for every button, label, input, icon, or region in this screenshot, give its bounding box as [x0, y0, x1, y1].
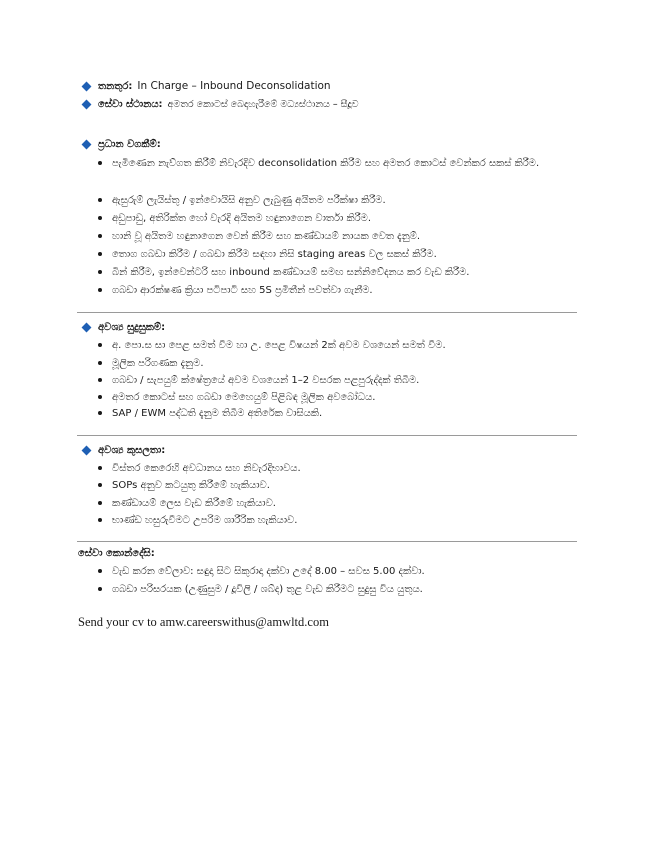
section-divider — [77, 541, 577, 542]
section-divider — [77, 312, 577, 313]
diamond-bullet-icon — [82, 81, 92, 91]
bullet-dot-icon — [98, 288, 102, 292]
list-item: විස්තර කෙරෙහි අවධානය සහ නිවැරදිභාවය. — [98, 461, 582, 477]
section-divider — [77, 435, 577, 436]
bullet-dot-icon — [98, 234, 102, 238]
list-item: මූලික පරිගණක දැනුම. — [98, 356, 582, 372]
list-item: SOPs අනුව කටයුතු කිරීමේ හැකියාව. — [98, 478, 582, 494]
bullet-dot-icon — [98, 343, 102, 347]
bullet-dot-icon — [98, 411, 102, 415]
responsibilities-heading: ප්‍රධාන වගකීම්: — [83, 139, 161, 150]
position-value: In Charge – Inbound Deconsolidation — [137, 80, 331, 92]
location-row — [83, 99, 359, 110]
location-label: සේවා ස්ථානය: — [98, 99, 163, 110]
bullet-dot-icon — [98, 395, 102, 399]
bullet-dot-icon — [98, 161, 102, 165]
diamond-bullet-icon — [82, 446, 92, 456]
diamond-bullet-icon — [82, 100, 92, 110]
bullet-dot-icon — [98, 216, 102, 220]
list-item: භාණ්ඩ හසුරුවීමට උපරිම ශාරීරික හැකියාව. — [98, 513, 582, 529]
list-item: කණ්ඩායම් ලෙස වැඩ කිරීමේ හැකියාව. — [98, 496, 582, 512]
qualifications-heading: අවශ්‍ය සුදුසුකම්: — [83, 322, 165, 333]
skills-heading: අවශ්‍ය කුසලතා: — [83, 445, 165, 456]
diamond-bullet-icon — [82, 323, 92, 333]
position-label: තනතුර: — [98, 80, 133, 92]
bullet-dot-icon — [98, 361, 102, 365]
send-cv-text: Send your cv to amw.careerswithus@amwltd.com — [78, 615, 329, 629]
list-item: වැඩ කරන වේලාව: සඳුදා සිට සිකුරාදා දක්වා උදේ 8.00 – සවස 5.00 දක්වා. — [98, 564, 582, 580]
bullet-dot-icon — [98, 587, 102, 591]
list-item: තොග ගබඩා කිරීම / ගබඩා කිරීම සඳහා නිසි staging areas වල සකස් කිරීම. — [98, 247, 582, 263]
list-item: ගබඩා / සැපයුම් ක්ෂේත්‍රයේ අවම වශයෙන් 1–2 වසරක පළපුරුද්දක් තිබීම. — [98, 373, 582, 389]
list-item: ගබඩා පරිසරයක (උණුසුම / දූවිලි / ශබ්ද) තුළ වැඩ කිරීමට සුදුසු විය යුතුය. — [98, 582, 582, 598]
bullet-dot-icon — [98, 483, 102, 487]
bullet-dot-icon — [98, 378, 102, 382]
list-item: පැමිණෙන නැව්ගත කිරීම් නිවැරදිව deconsolidation කිරීම සහ අමතර කොටස් වෙන්කර සකස් කිරීම. — [98, 156, 582, 172]
list-item: අ. පො.ස සා පෙළ සමත් වීම හා උ. පෙළ විෂයන් 2ක් අවම වශයෙන් සමත් වීම. — [98, 338, 582, 354]
bullet-dot-icon — [98, 501, 102, 505]
position-row — [83, 80, 331, 92]
bullet-dot-icon — [98, 569, 102, 573]
bullet-dot-icon — [98, 270, 102, 274]
list-item: ඇසුරුම් ලැයිස්තු / ඉන්වොයිසි අනුව ලැබුණු අයිතම පරීක්ෂා කිරීම. — [98, 193, 582, 209]
list-item: ගබඩා ආරක්ෂණ ක්‍රියා පටිපාටි සහ 5S ප්‍රමිතීන් පවත්වා ගැනීම. — [98, 283, 582, 299]
list-item: අඩුපාඩු, අතිරික්ත හෝ වැරදි අයිතම හඳුනාගෙන වාර්තා කිරීම. — [98, 211, 582, 227]
list-item: හානි වූ අයිතම හඳුනාගෙන වෙන් කිරීම සහ කණ්ඩායම් නායක වෙත දැනුම්. — [98, 229, 582, 245]
conditions-heading: සේවා කොන්දේසි: — [78, 548, 155, 559]
bullet-dot-icon — [98, 466, 102, 470]
bullet-dot-icon — [98, 252, 102, 256]
diamond-bullet-icon — [82, 140, 92, 150]
bullet-dot-icon — [98, 518, 102, 522]
location-value: අමතර කොටස් බෙදාහැරීමේ මධ්‍යස්ථානය – සීදූව — [167, 99, 359, 110]
list-item: SAP / EWM පද්ධති දැනුම තිබීම අතිරේක වාසියකි. — [98, 406, 582, 422]
list-item: අමතර කොටස් සහ ගබඩා මෙහෙයුම් පිළිබඳ මූලික අවබෝධය. — [98, 390, 582, 406]
list-item: බින් කිරීම, ඉන්වෙන්ටරි සහ inbound කණ්ඩායම් සමඟ සන්නිවේදනය කර වැඩ කිරීම. — [98, 265, 582, 281]
bullet-dot-icon — [98, 198, 102, 202]
